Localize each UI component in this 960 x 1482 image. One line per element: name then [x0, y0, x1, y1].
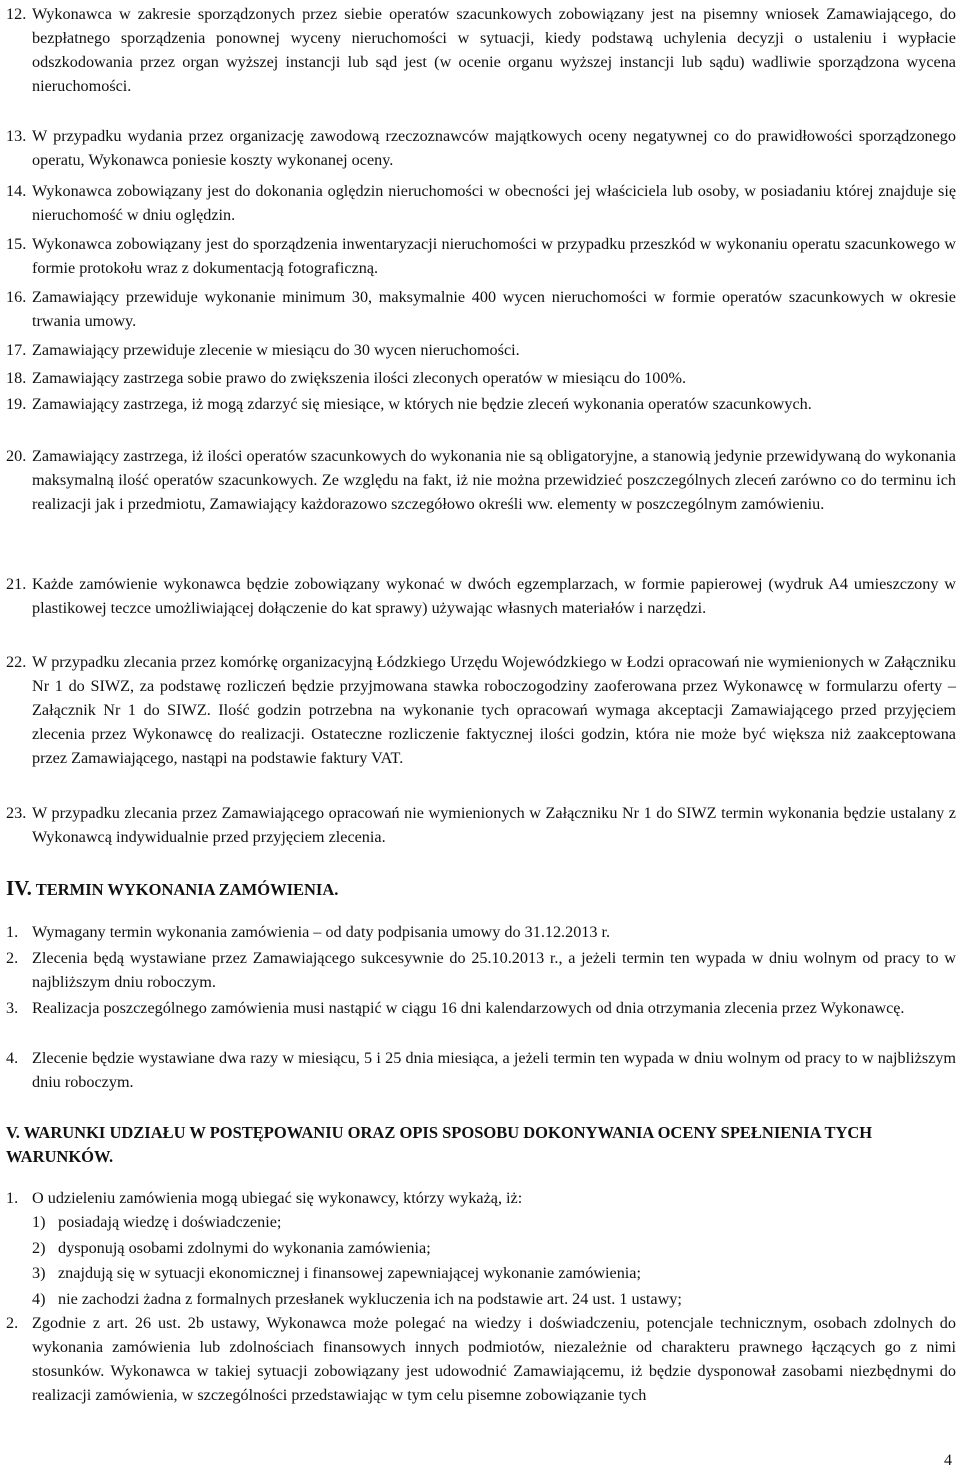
- sub-list-item: [32, 1236, 956, 1260]
- list-item: [6, 366, 956, 390]
- item-number: 21.: [6, 575, 27, 593]
- list-item: [6, 444, 956, 516]
- item-number: 18.: [6, 369, 27, 387]
- item-number: 12.: [6, 5, 27, 23]
- item-text: Każde zamówienie wykonawca będzie zobowiązany wykonać w dwóch egzemplarzach, w formie papierowej (wydruk A4 umieszczony w plastikowej teczce umożliwiającej dołączenie do kat sprawy) używając własnych materiałów i narzędzi.: [32, 575, 956, 617]
- item-text: Zamawiający zastrzega sobie prawo do zwiększenia ilości zleconych operatów w miesiącu do 100%.: [32, 369, 686, 387]
- list-item: [6, 338, 956, 362]
- item-number: 16.: [6, 288, 27, 306]
- section-number: IV.: [6, 876, 32, 900]
- section-heading-iv: [6, 876, 956, 902]
- list-item: [6, 124, 956, 172]
- item-number: 20.: [6, 447, 27, 465]
- section-heading-v: [6, 1121, 956, 1169]
- item-text: Wykonawca zobowiązany jest do sporządzenia inwentaryzacji nieruchomości w przypadku przeszkód w wykonaniu operatu szacunkowego w formie protokołu wraz z dokumentacją fotograficzną.: [32, 235, 956, 277]
- list-item: [6, 946, 956, 994]
- sub-item-text: znajdują się w sytuacji ekonomicznej i finansowej zapewniającej wykonanie zamówienia;: [58, 1264, 641, 1282]
- item-text: Zlecenia będą wystawiane przez Zamawiającego sukcesywnie do 25.10.2013 r., a jeżeli termin ten wypada w dniu wolnym od pracy to w najbliższym dniu roboczym.: [32, 949, 956, 991]
- sub-list-item: [32, 1287, 956, 1311]
- item-number: 14.: [6, 182, 27, 200]
- item-text: Zamawiający przewiduje wykonanie minimum 30, maksymalnie 400 wycen nieruchomości w formie operatów szacunkowych w okresie trwania umowy.: [32, 288, 956, 330]
- item-text: Wymagany termin wykonania zamówienia – od daty podpisania umowy do 31.12.2013 r.: [32, 923, 611, 941]
- item-number: 1.: [6, 923, 19, 941]
- list-item: [6, 179, 956, 227]
- item-text: Zgodnie z art. 26 ust. 2b ustawy, Wykonawca może polegać na wiedzy i doświadczeniu, potencjale technicznym, osobach zdolnych do wykonania zamówienia lub zdolnościach finansowych innych podmiotów, niezależnie od charakteru prawnego łączących go z nimi stosunków. Wykonawca w takiej sytuacji zobowiązany jest udowodnić Zamawiającemu, iż będzie dysponował zasobami niezbędnymi do realizacji zamówienia, w szczególności przedstawiając w tym celu pisemne zobowiązanie tych: [32, 1314, 956, 1404]
- sub-item-text: dysponują osobami zdolnymi do wykonania zamówienia;: [58, 1239, 431, 1257]
- item-number: 1.: [6, 1189, 19, 1207]
- item-number: 3.: [6, 999, 19, 1017]
- list-item: [6, 801, 956, 849]
- item-text: Zamawiający zastrzega, iż mogą zdarzyć się miesiące, w których nie będzie zleceń wykonania operatów szacunkowych.: [32, 395, 812, 413]
- sub-item-number: 3): [32, 1264, 46, 1282]
- list-item: [6, 2, 956, 98]
- sub-item-text: posiadają wiedzę i doświadczenie;: [58, 1213, 282, 1231]
- item-number: 17.: [6, 341, 27, 359]
- section-title: V. WARUNKI UDZIAŁU W POSTĘPOWANIU ORAZ OPIS SPOSOBU DOKONYWANIA OCENY SPEŁNIENIA TYCH WARUNKÓW.: [6, 1123, 873, 1166]
- section-title: TERMIN WYKONANIA ZAMÓWIENIA.: [35, 880, 339, 899]
- list-item: [6, 650, 956, 770]
- list-item: [6, 572, 956, 620]
- item-number: 4.: [6, 1049, 19, 1067]
- item-text: Realizacja poszczególnego zamówienia musi nastąpić w ciągu 16 dni kalendarzowych od dnia otrzymania zlecenia przez Wykonawcę.: [32, 999, 905, 1017]
- item-text: Zamawiający przewiduje zlecenie w miesiącu do 30 wycen nieruchomości.: [32, 341, 520, 359]
- item-number: 19.: [6, 395, 27, 413]
- item-number: 2.: [6, 1314, 19, 1332]
- item-text: Zamawiający zastrzega, iż ilości operatów szacunkowych do wykonania nie są obligatoryjne, a stanowią jedynie przewidywaną do wykonania maksymalną ilość operatów szacunkowych. Ze względu na fakt, iż nie można przewidzieć poszczególnych zleceń zarówno co do terminu ich realizacji jak i przedmiotu, Zamawiający każdorazowo szczegółowo określi ww. elementy w poszczególnym zamówieniu.: [32, 447, 956, 513]
- item-text: Zlecenie będzie wystawiane dwa razy w miesiącu, 5 i 25 dnia miesiąca, a jeżeli termin ten wypada w dniu wolnym od pracy to w najbliższym dniu roboczym.: [32, 1049, 956, 1091]
- item-number: 2.: [6, 949, 19, 967]
- list-item: [6, 285, 956, 333]
- item-number: 13.: [6, 127, 27, 145]
- item-number: 15.: [6, 235, 27, 253]
- item-number: 23.: [6, 804, 27, 822]
- sub-item-text: nie zachodzi żadna z formalnych przesłanek wykluczenia ich na podstawie art. 24 ust. 1 ustawy;: [58, 1290, 682, 1308]
- item-text: W przypadku zlecania przez komórkę organizacyjną Łódzkiego Urzędu Wojewódzkiego w Łodzi opracowań nie wymienionych w Załączniku Nr 1 do SIWZ, za podstawę rozliczeń będzie przyjmowana stawka roboczogodziny zaoferowana przez Wykonawcę w formularzu oferty – Załącznik Nr 1 do SIWZ. Ilość godzin potrzebna na wykonanie tych opracowań wymaga akceptacji Zamawiającego przed przyjęciem zlecenia przez Wykonawcę do realizacji. Ostateczne rozliczenie faktycznej ilości godzin, która nie może być większa niż zaakceptowana przez Zamawiającego, nastąpi na podstawie faktury VAT.: [32, 653, 956, 767]
- list-item: [6, 920, 956, 944]
- list-item: [6, 996, 956, 1020]
- list-item: [6, 1311, 956, 1407]
- list-item: [6, 232, 956, 280]
- item-text: Wykonawca zobowiązany jest do dokonania oględzin nieruchomości w obecności jej właściciela lub osoby, w posiadaniu której znajduje się nieruchomość w dniu oględzin.: [32, 182, 956, 224]
- page-number: 4: [944, 1452, 952, 1469]
- item-text: W przypadku wydania przez organizację zawodową rzeczoznawców majątkowych oceny negatywnej co do prawidłowości sporządzonego operatu, Wykonawca poniesie koszty wykonanej oceny.: [32, 127, 956, 169]
- list-item: [6, 392, 956, 416]
- sub-item-number: 4): [32, 1290, 46, 1308]
- sub-list-item: [32, 1261, 956, 1285]
- sub-list-item: [32, 1210, 956, 1234]
- sub-item-number: 2): [32, 1239, 46, 1257]
- list-item: [6, 1186, 956, 1210]
- item-text: O udzieleniu zamówienia mogą ubiegać się wykonawcy, którzy wykażą, iż:: [32, 1189, 523, 1207]
- item-text: W przypadku zlecania przez Zamawiającego opracowań nie wymienionych w Załączniku Nr 1 do SIWZ termin wykonania będzie ustalany z Wykonawcą indywidualnie przed przyjęciem zlecenia.: [32, 804, 956, 846]
- sub-item-number: 1): [32, 1213, 46, 1231]
- item-number: 22.: [6, 653, 27, 671]
- list-item: [6, 1046, 956, 1094]
- item-text: Wykonawca w zakresie sporządzonych przez siebie operatów szacunkowych zobowiązany jest na pisemny wniosek Zamawiającego, do bezpłatnego sporządzenia ponownej wyceny nieruchomości w sytuacji, kiedy podstawą uchylenia decyzji o ustaleniu i wypłacie odszkodowania przez organ wyższej instancji lub sąd jest (w ocenie organu wyższej instancji lub sądu) wadliwie sporządzona wycena nieruchomości.: [32, 5, 956, 95]
